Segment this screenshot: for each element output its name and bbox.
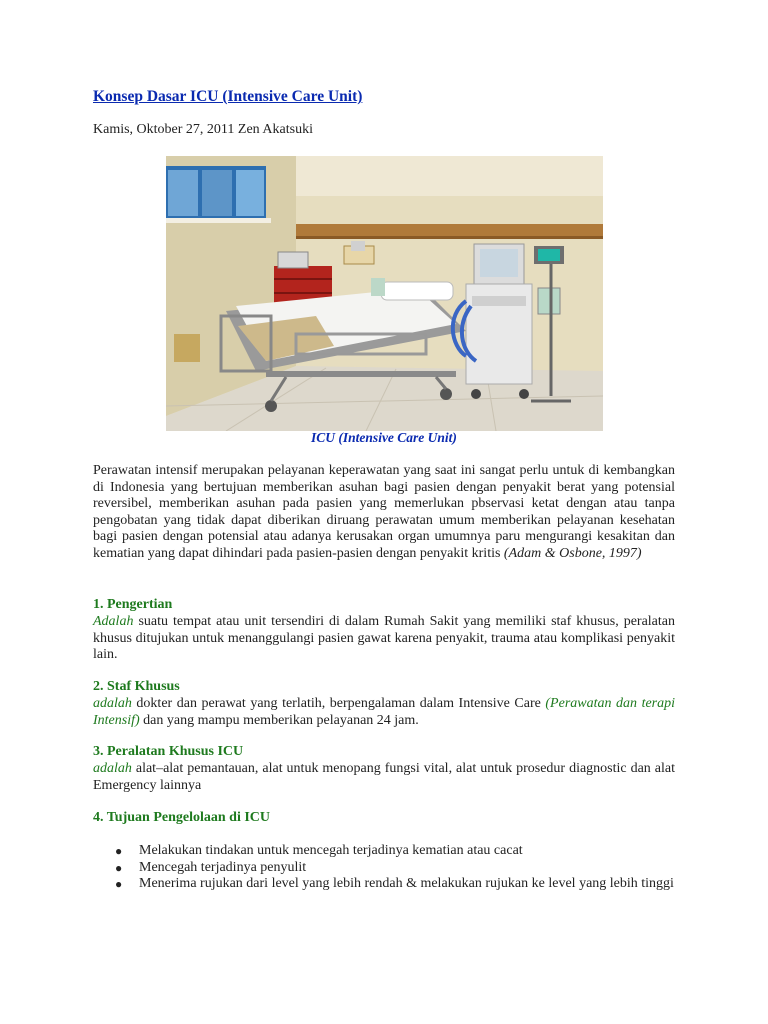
list-item-text: Menerima rujukan dari level yang lebih rendah & melakukan rujukan ke level yang lebih tinggi <box>139 876 674 892</box>
section-1-body <box>93 614 675 664</box>
objectives-list <box>93 843 675 893</box>
section-2-tail: dan yang mampu memberikan pelayanan 24 jam. <box>139 712 419 728</box>
section-1-text: suatu tempat atau unit tersendiri di dalam Rumah Sakit yang memiliki staf khusus, peralatan khusus ditujukan untuk menanggulangi pasien gawat karena penyakit, trauma atau komplikasi penyakit lain. <box>93 614 675 663</box>
icu-photo <box>166 156 603 431</box>
section-2-heading: 2. Staf Khusus <box>93 679 180 694</box>
list-item <box>93 860 675 877</box>
intro-citation: (Adam & Osbone, 1997) <box>503 545 642 561</box>
intro-text: Perawatan intensif merupakan pelayanan keperawatan yang saat ini sangat perlu untuk di kembangkan di Indonesia yang bertujuan memberikan asuhan bagi pasien dengan penyakit berat yang potensial reversibel, memberikan asuhan pada pasien yang memerlukan pbservasi ketat dengan atau tanpa pengobatan yang tidak dapat diberikan diruang perawatan umum memberikan pelayanan kesehatan bagi pasien dengan potensial atau adanya kerusakan organ umumnya paru mengurangi kesakitan dan kematian yang dapat dihindari pada pasien-pasien dengan penyakit kritis <box>93 463 675 561</box>
section-2-text: dokter dan perawat yang terlatih, berpengalaman dalam Intensive Care <box>131 696 546 711</box>
section-2-italic: (Perawatan dan terapi Intensif) <box>93 696 676 728</box>
bullet-icon: ● <box>115 877 123 892</box>
intro-paragraph <box>93 463 675 563</box>
section-3-body <box>93 761 675 794</box>
section-3-text: alat–alat pemantauan, alat untuk menopang fungsi vital, alat untuk prosedur diagnostic dan alat Emergency lainnya <box>93 761 675 793</box>
section-2-body <box>93 696 675 729</box>
list-item-text: Melakukan tindakan untuk mencegah terjadinya kematian atau cacat <box>139 843 523 858</box>
page-title[interactable]: Konsep Dasar ICU (Intensive Care Unit) <box>93 88 363 105</box>
section-2-lead: adalah <box>93 696 132 711</box>
list-item-text: Mencegah terjadinya penyulit <box>139 859 307 875</box>
figure-caption: ICU (Intensive Care Unit) <box>311 430 457 445</box>
post-meta: Kamis, Oktober 27, 2011 Zen Akatsuki <box>93 122 313 137</box>
bullet-icon: ● <box>115 860 123 875</box>
list-item <box>93 843 675 860</box>
section-4-heading: 4. Tujuan Pengelolaan di ICU <box>93 810 270 825</box>
section-3-lead: adalah <box>93 761 132 776</box>
list-item <box>93 876 675 893</box>
section-1-lead: Adalah <box>93 614 134 629</box>
section-3-heading: 3. Peralatan Khusus ICU <box>93 744 244 759</box>
section-1-heading: 1. Pengertian <box>93 597 173 612</box>
bullet-icon: ● <box>115 844 123 858</box>
